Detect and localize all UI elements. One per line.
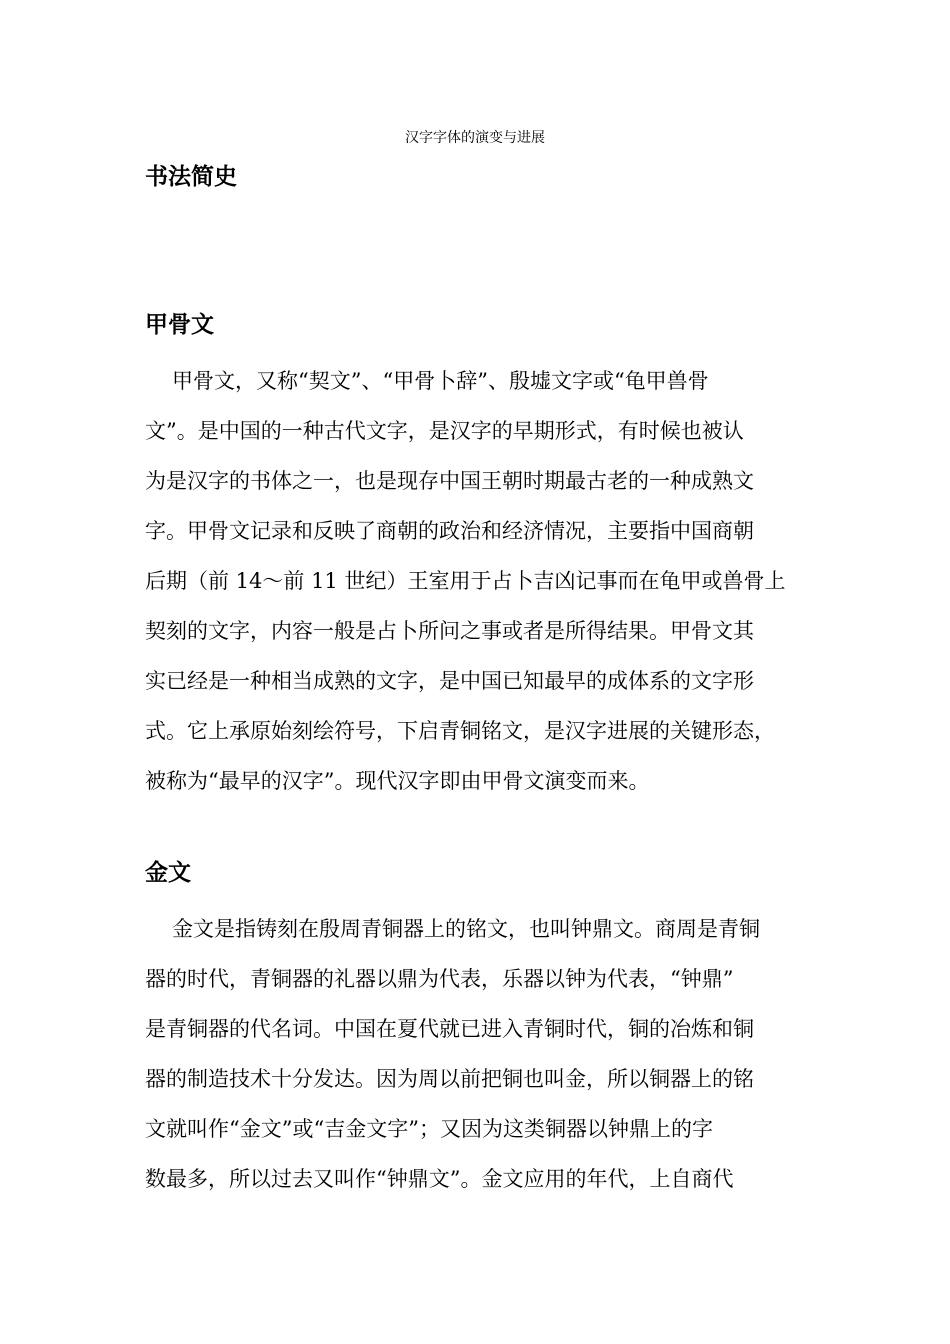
paragraph-line: 契刻的文字，内容一般是占卜所问之事或者是所得结果。甲骨文其	[145, 619, 754, 643]
section-paragraph	[145, 904, 825, 1204]
paragraph-line: 金文是指铸刻在殷周青铜器上的铭文，也叫钟鼎文。商周是青铜	[172, 917, 760, 941]
paragraph-line: 后期（前 14～前 11 世纪）王室用于占卜吉凶记事而在龟甲或兽骨上	[145, 569, 786, 593]
paragraph-line: 为是汉字的书体之一，也是现存中国王朝时期最古老的一种成熟文	[145, 469, 754, 493]
paragraph-line: 字。甲骨文记录和反映了商朝的政治和经济情况，主要指中国商朝	[145, 519, 754, 543]
paragraph-line: 甲骨文，又称“契文”、“甲骨卜辞”、殷墟文字或“龟甲兽骨	[172, 369, 709, 393]
paragraph-line: 被称为“最早的汉字”。现代汉字即由甲骨文演变而来。	[145, 769, 650, 793]
section-heading: 甲骨文	[145, 312, 214, 338]
section-heading: 金文	[145, 860, 191, 886]
document-title: 书法简史	[145, 164, 237, 190]
paragraph-line: 数最多，所以过去又叫作“钟鼎文”。金文应用的年代，上自商代	[145, 1167, 734, 1191]
paragraph-line: 式。它上承原始刻绘符号，下启青铜铭文，是汉字进展的关键形态，	[145, 719, 775, 743]
section-bronze-inscriptions	[145, 856, 825, 1204]
paragraph-line: 是青铜器的代名词。中国在夏代就已进入青铜时代，铜的冶炼和铜	[145, 1017, 754, 1041]
paragraph-line: 实已经是一种相当成熟的文字，是中国已知最早的成体系的文字形	[145, 669, 754, 693]
running-header: 汉字字体的演变与进展	[405, 130, 545, 146]
section-oracle-bone-script	[145, 308, 825, 806]
paragraph-line: 文就叫作“金文”或“吉金文字”；又因为这类铜器以钟鼎上的字	[145, 1117, 713, 1141]
paragraph-line: 器的制造技术十分发达。因为周以前把铜也叫金，所以铜器上的铭	[145, 1067, 754, 1091]
paragraph-line: 器的时代，青铜器的礼器以鼎为代表，乐器以钟为代表，“钟鼎”	[145, 967, 734, 991]
section-paragraph	[145, 356, 825, 806]
paragraph-line: 文”。是中国的一种古代文字，是汉字的早期形式，有时候也被认	[145, 419, 744, 443]
